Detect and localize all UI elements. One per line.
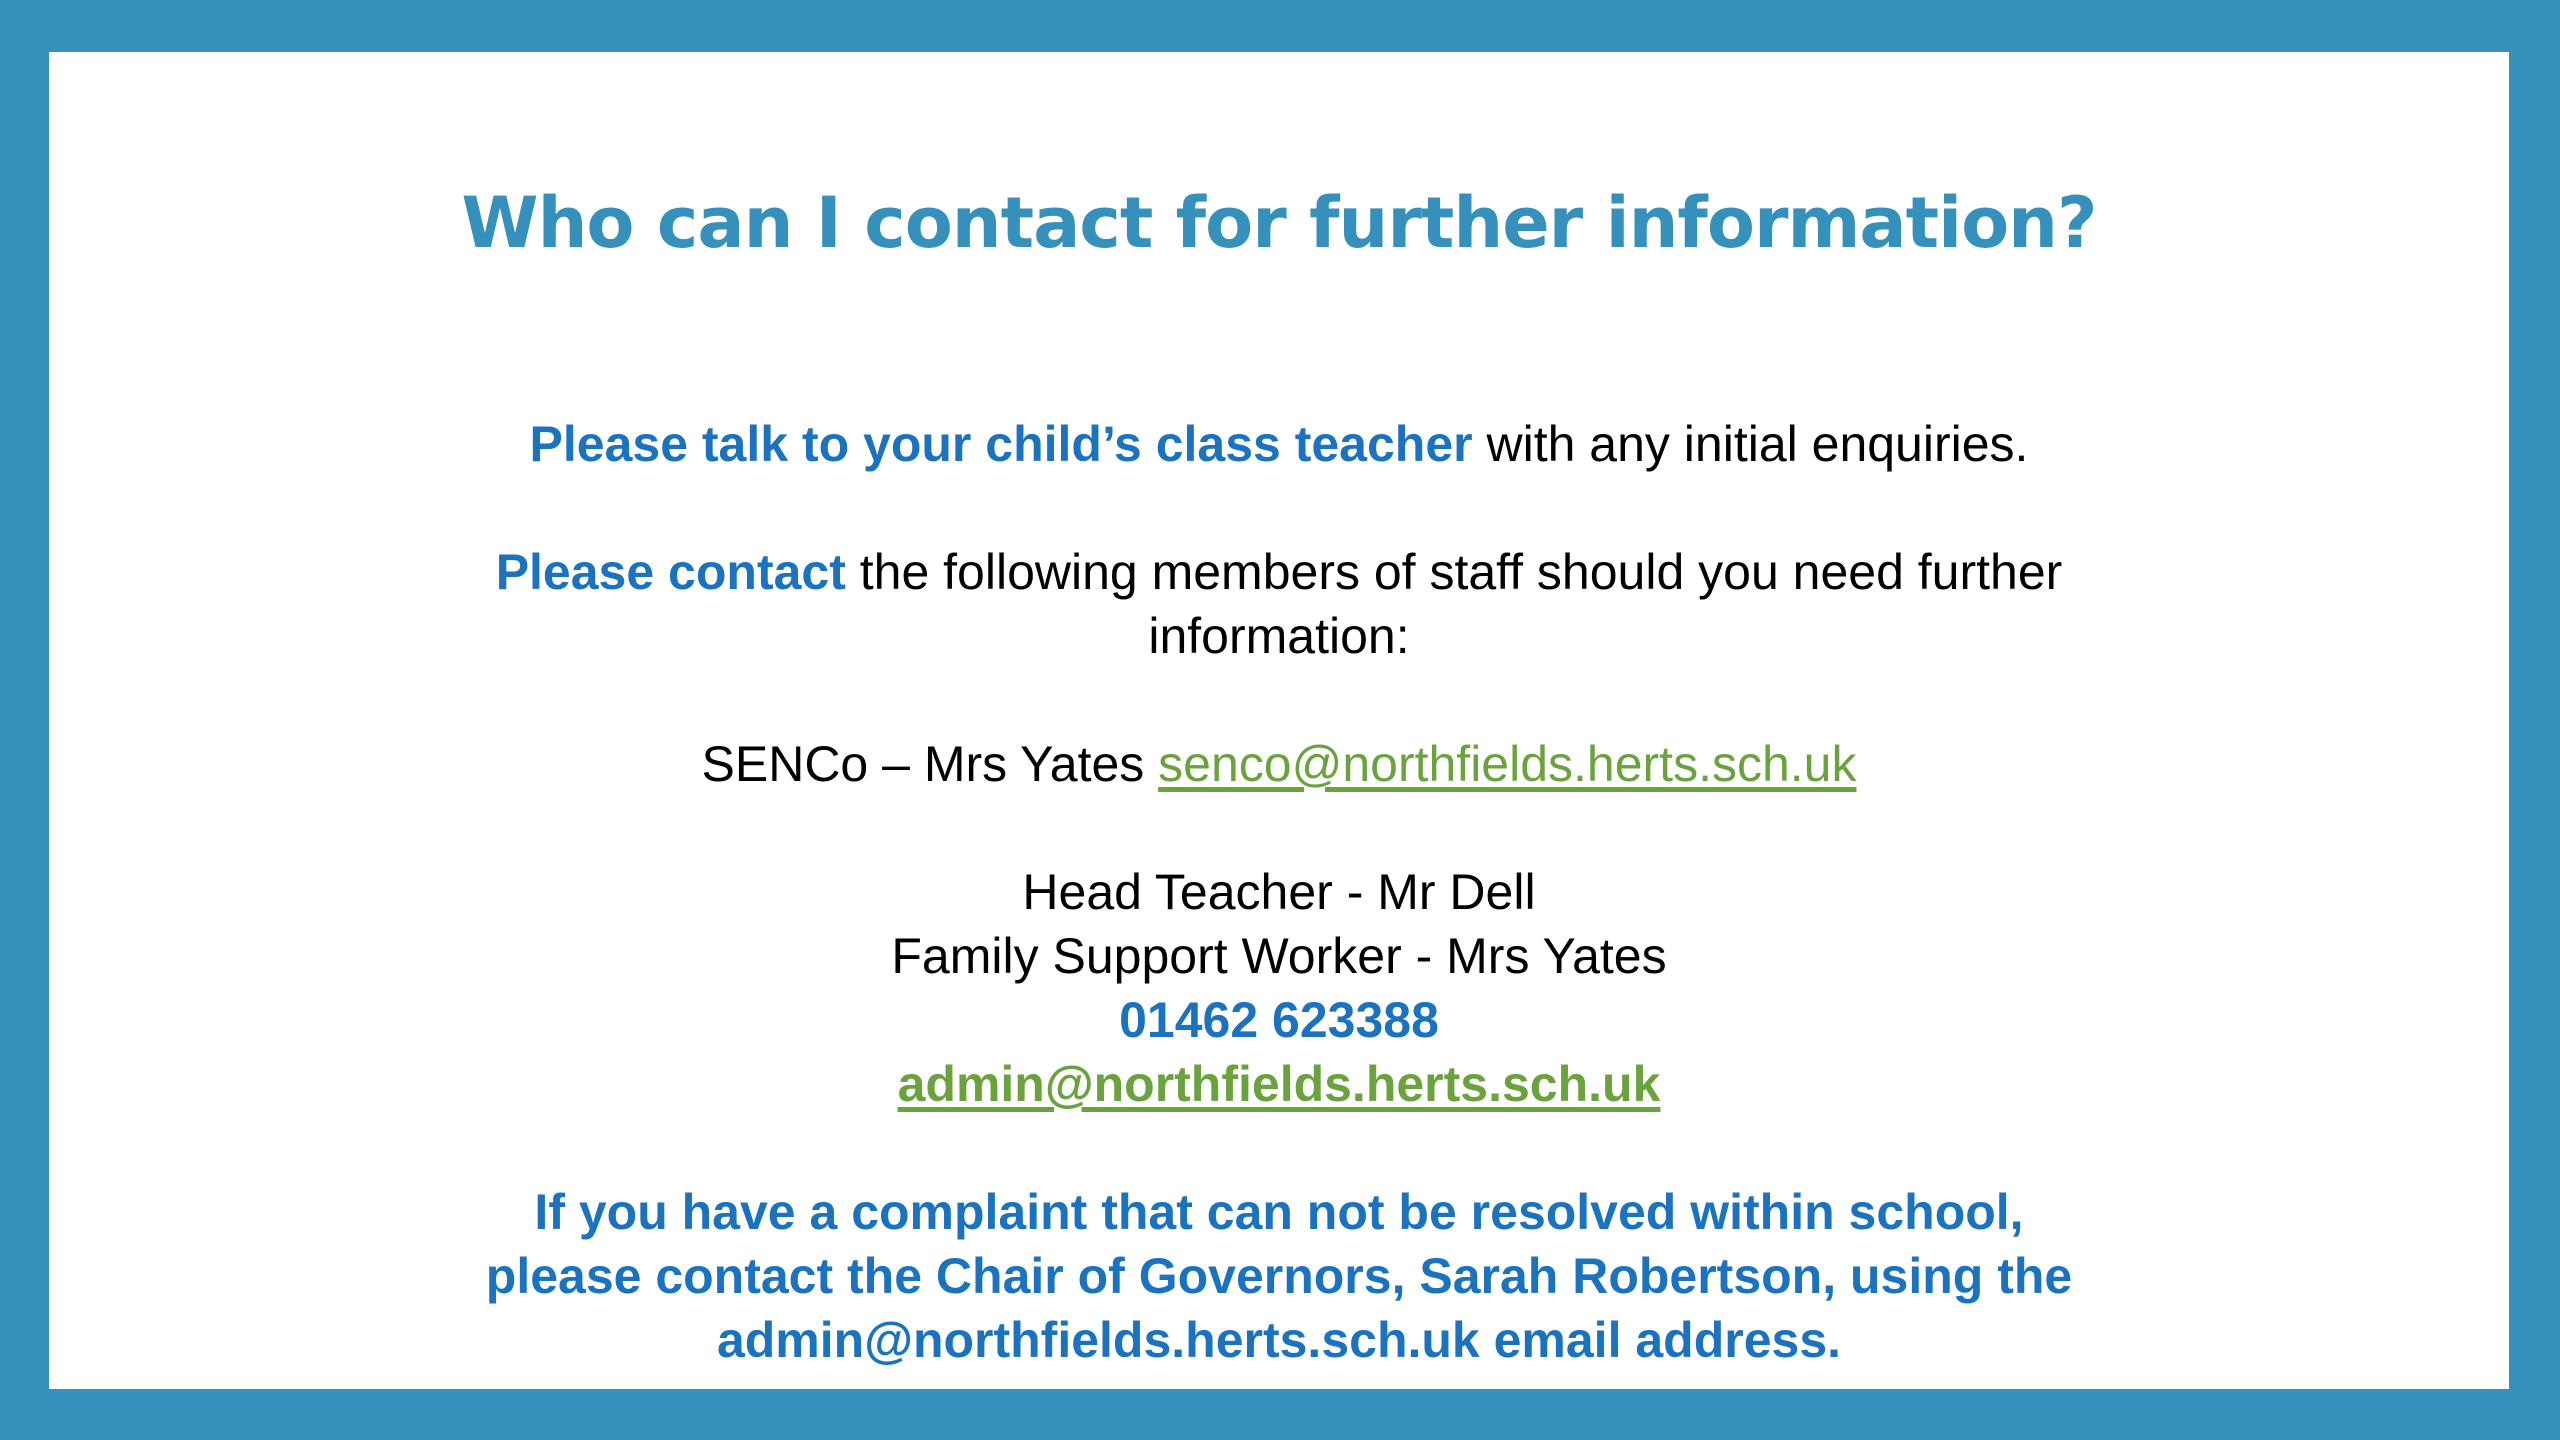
admin-email-line	[49, 1052, 2509, 1116]
phone-number: 01462 623388	[1119, 992, 1439, 1048]
teacher-line-text: with any initial enquiries.	[1472, 416, 2029, 472]
senco-line	[49, 732, 2509, 796]
slide	[49, 52, 2509, 1389]
spacer	[49, 476, 2509, 540]
spacer	[49, 668, 2509, 732]
complaint-line-3: admin@northfields.herts.sch.uk email address.	[716, 1312, 1842, 1368]
contact-line	[49, 540, 2509, 604]
teacher-line-highlight: Please talk to your child’s class teacher	[529, 416, 1473, 472]
contact-line-text: the following members of staff should you need further	[845, 544, 2063, 600]
complaint-line-1: If you have a complaint that can not be resolved within school,	[534, 1184, 2024, 1240]
senco-email-link[interactable]: senco@northfields.herts.sch.uk	[1158, 736, 1857, 792]
slide-content	[49, 412, 2509, 1372]
contact-line-continued: information:	[1148, 608, 1410, 664]
spacer	[49, 1116, 2509, 1180]
spacer	[49, 796, 2509, 860]
complaint-line-2: please contact the Chair of Governors, Sarah Robertson, using the	[485, 1248, 2073, 1304]
senco-label: SENCo – Mrs Yates	[701, 736, 1159, 792]
head-teacher: Head Teacher - Mr Dell	[1022, 864, 1536, 920]
teacher-line	[49, 412, 2509, 476]
contact-line-highlight: Please contact	[495, 544, 846, 600]
family-support-worker: Family Support Worker - Mrs Yates	[891, 928, 1667, 984]
admin-email-link[interactable]: admin@northfields.herts.sch.uk	[897, 1056, 1661, 1112]
page-title: Who can I contact for further information?	[461, 182, 2097, 264]
